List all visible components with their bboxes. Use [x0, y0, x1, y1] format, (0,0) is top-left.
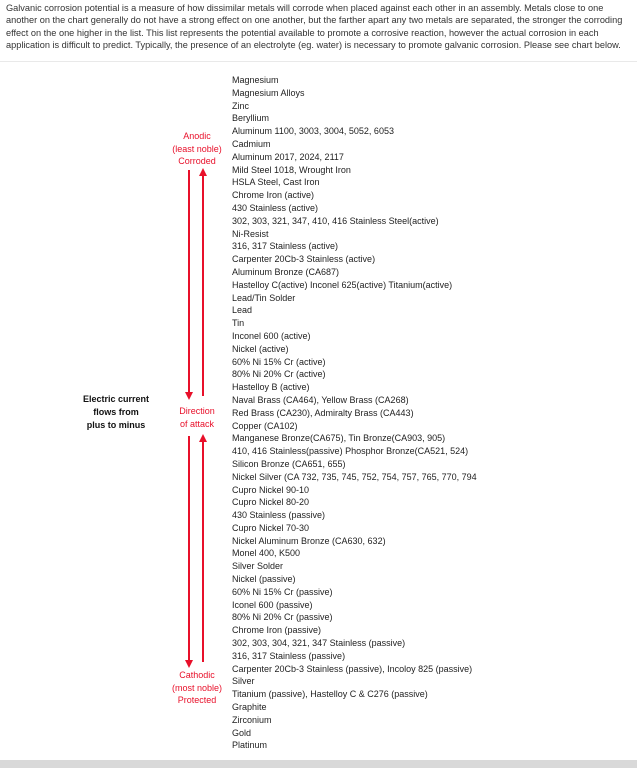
electric-current-label [76, 393, 156, 432]
metal-list-item: Beryllium [232, 113, 270, 124]
metal-list-item: Lead/Tin Solder [232, 292, 296, 303]
metal-list-item: Zinc [232, 100, 250, 111]
metal-list-item: Silver [232, 676, 255, 687]
metal-list-item: Magnesium [232, 75, 279, 85]
metal-list-item: 60% Ni 15% Cr (active) [232, 356, 326, 367]
divider [0, 61, 637, 62]
electric-current-line: Electric current [82, 394, 150, 404]
metal-list-item: Copper (CA102) [232, 420, 298, 431]
metal-list-item: Platinum [232, 740, 268, 751]
metal-list-item: Hastelloy B (active) [232, 382, 310, 393]
electric-current-line: flows from [93, 407, 139, 417]
metal-list-item: Aluminum 1100, 3003, 3004, 5052, 6053 [232, 126, 394, 137]
direction-line: Direction [179, 406, 215, 416]
metal-list-item: Cupro Nickel 70-30 [232, 522, 310, 533]
cathodic-line: Cathodic [179, 670, 215, 680]
footer-bar [0, 760, 637, 768]
metal-list-item: Gold [232, 727, 252, 738]
metal-list-item: Naval Brass (CA464), Yellow Brass (CA268) [232, 394, 409, 405]
metal-list-item: Chrome Iron (active) [232, 190, 315, 201]
metal-list-item: Aluminum 2017, 2024, 2117 [232, 151, 344, 162]
metal-list-item: 316, 317 Stainless (active) [232, 241, 339, 252]
cathodic-line: Protected [177, 695, 217, 706]
metal-list-item: 302, 303, 321, 347, 410, 416 Stainless Steel(active) [232, 215, 439, 226]
metal-list-item: Hastelloy C(active) Inconel 625(active) Titanium(active) [232, 279, 453, 290]
metal-list-item: HSLA Steel, Cast Iron [232, 177, 320, 188]
metal-list-item: Nickel Silver (CA 732, 735, 745, 752, 754, 757, 765, 770, 794 [232, 471, 477, 482]
metal-list-item: Inconel 600 (active) [232, 330, 311, 341]
anodic-line: Corroded [178, 156, 216, 167]
metal-list-item: Silicon Bronze (CA651, 655) [232, 458, 346, 469]
metal-list-item: 302, 303, 304, 321, 347 Stainless (passive) [232, 638, 406, 649]
metal-list-item: Manganese Bronze(CA675), Tin Bronze(CA903, 905) [232, 433, 446, 444]
metal-list-item: Nickel Aluminum Bronze (CA630, 632) [232, 535, 386, 546]
metal-list-item: Carpenter 20Cb-3 Stainless (passive), Incoloy 825 (passive) [232, 663, 473, 674]
cathodic-line: (most noble) [171, 682, 223, 693]
direction-line: of attack [179, 418, 215, 429]
metal-list-item: Ni-Resist [232, 228, 269, 239]
metal-list-item: Aluminum Bronze (CA687) [232, 266, 340, 277]
metal-list-item: Silver Solder [232, 561, 284, 572]
metal-list-item: 430 Stainless (passive) [232, 510, 326, 521]
anodic-line: (least noble) [172, 143, 222, 154]
metal-list-item: Cadmium [232, 138, 271, 149]
metal-list-item: 80% Ni 20% Cr (active) [232, 369, 326, 380]
electric-current-line: plus to minus [86, 420, 146, 430]
metal-list-item: Cupro Nickel 80-20 [232, 497, 310, 508]
metal-list-item: Magnesium Alloys [232, 87, 305, 98]
metal-list-item: Tin [232, 318, 245, 329]
anodic-line: Anodic [183, 131, 211, 141]
metal-list-item: Iconel 600 (passive) [232, 599, 313, 610]
metal-list-item: 316, 317 Stainless (passive) [232, 650, 346, 661]
metal-list-item: Mild Steel 1018, Wrought Iron [232, 164, 351, 175]
metal-list-item: Carpenter 20Cb-3 Stainless (active) [232, 254, 376, 265]
metal-list-item: Titanium (passive), Hastelloy C & C276 (passive) [232, 689, 428, 700]
metal-list-item: Nickel (active) [232, 343, 289, 354]
metal-list-item: Red Brass (CA230), Admiralty Brass (CA443) [232, 407, 414, 418]
cathodic-label [168, 669, 226, 707]
metal-list-item: Zirconium [232, 714, 272, 725]
intro-paragraph: Galvanic corrosion potential is a measure of how dissimilar metals will corrode when placed against each other in an assembly. Metals close to one another on the chart generally do not have a strong effect on one another, but the farther apart any two metals are separated, the stronger the corroding effect on the one higher in the list. This list represents the potential available to promote a corrosive reaction, however the actual corrosion in each application is difficult to predict. Typically, the presence of an electrolyte (eg. water) is necessary to promote galvanic corrosion. Please see chart below. [6, 3, 623, 51]
metal-list-item: Cupro Nickel 90-10 [232, 484, 310, 495]
metal-list-item: Graphite [232, 702, 267, 713]
metal-list-item: 410, 416 Stainless(passive) Phosphor Bronze(CA521, 524) [232, 446, 469, 457]
metal-list-item: 430 Stainless (active) [232, 202, 319, 213]
metal-list-item: Chrome Iron (passive) [232, 625, 322, 636]
metal-list-item: Nickel (passive) [232, 574, 296, 585]
metal-list-item: Monel 400, K500 [232, 548, 301, 559]
metal-list-item: 80% Ni 20% Cr (passive) [232, 612, 333, 623]
direction-arrows [178, 160, 218, 670]
metal-list-item: Lead [232, 305, 253, 316]
metal-list-item: 60% Ni 15% Cr (passive) [232, 586, 333, 597]
galvanic-series-list [232, 74, 477, 752]
